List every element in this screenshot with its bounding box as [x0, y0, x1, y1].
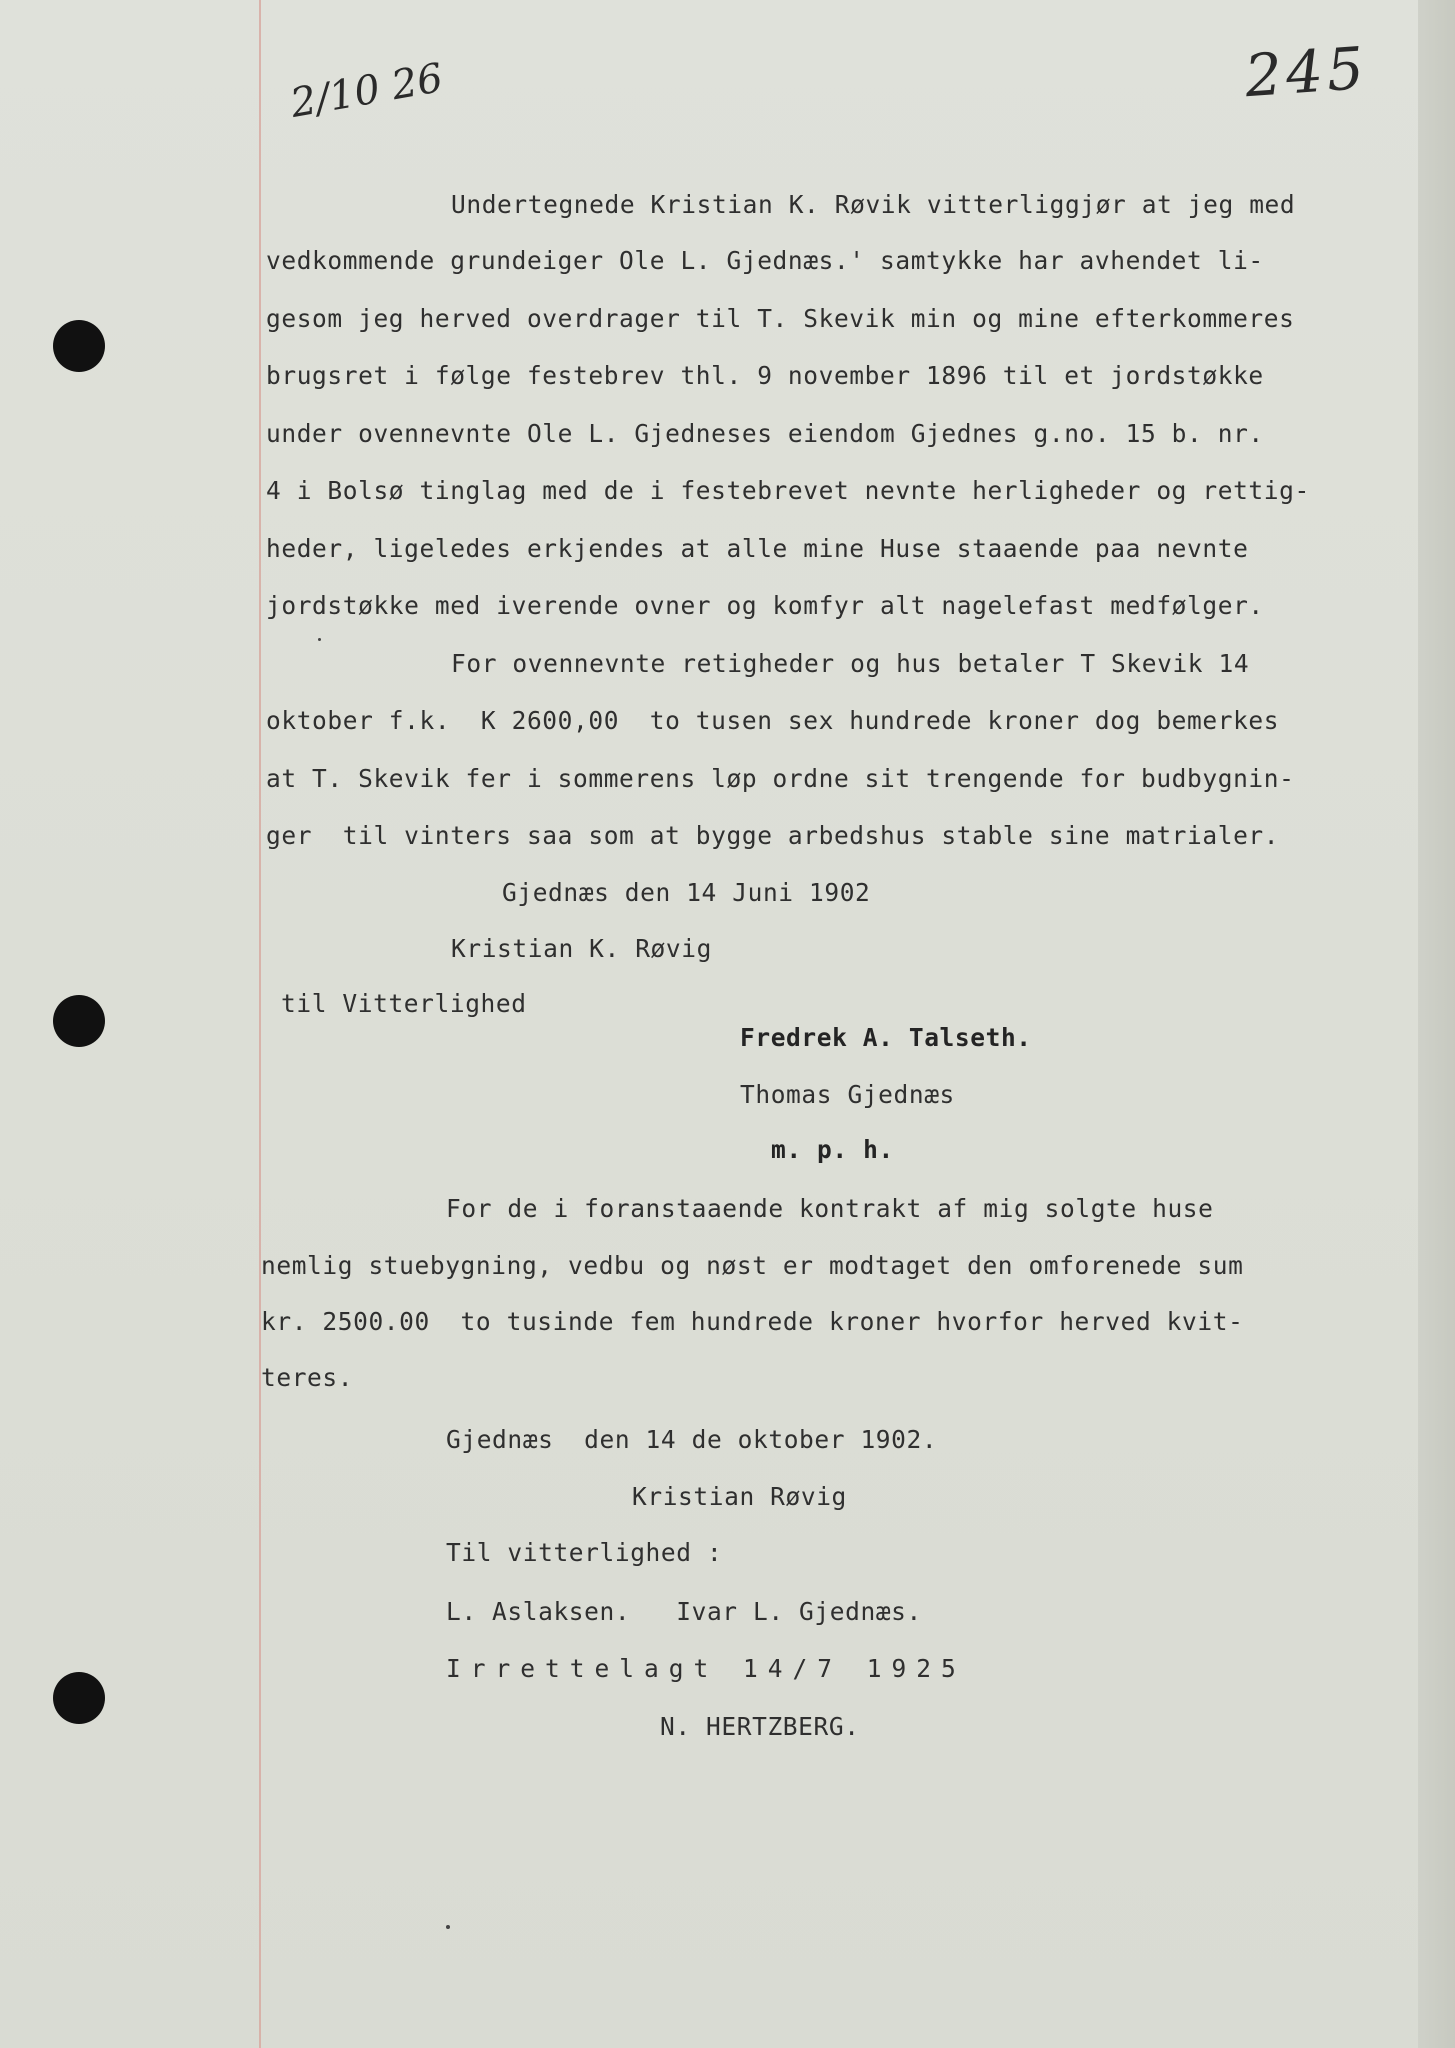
paragraph-1-line: heder, ligeledes erkjendes at alle mine Huse staaende paa nevnte [266, 534, 1249, 563]
mph-mark: m. p. h. [771, 1135, 894, 1164]
ink-speck [318, 638, 321, 641]
ink-speck [446, 1925, 450, 1929]
registration-note: Irrettelagt 14/7 1925 [446, 1654, 966, 1683]
paragraph-2-line: ger til vinters saa som at bygge arbedshus stable sine matrialer. [266, 821, 1280, 850]
registrar-name: N. HERTZBERG. [660, 1712, 860, 1741]
page-edge-shadow [1418, 0, 1455, 2048]
witness-label-2: Til vitterlighed : [446, 1538, 723, 1567]
page-number: 245 [1242, 33, 1370, 111]
paragraph-1-line: jordstøkke med iverende ovner og komfyr alt nagelefast medfølger. [266, 591, 1264, 620]
margin-line [259, 0, 261, 2048]
paragraph-3-line: kr. 2500.00 to tusinde fem hundrede kroner hvorfor herved kvit- [261, 1307, 1244, 1336]
signer-1: Kristian K. Røvig [451, 934, 712, 963]
paragraph-1-line: vedkommende grundeiger Ole L. Gjednæs.' samtykke har avhendet li- [266, 246, 1264, 275]
witness-label-1: til Vitterlighed [281, 989, 527, 1018]
paragraph-3-line: teres. [261, 1363, 354, 1392]
witness-1: Fredrek A. Talseth. [740, 1023, 1032, 1052]
paragraph-3-line: For de i foranstaaende kontrakt af mig solgte huse [446, 1194, 1214, 1223]
place-date-1: Gjednæs den 14 Juni 1902 [502, 878, 871, 907]
punch-hole-middle [53, 995, 105, 1047]
paragraph-3-line: nemlig stuebygning, vedbu og nøst er modtaget den omforenede sum [261, 1251, 1244, 1280]
paragraph-2-line: at T. Skevik fer i sommerens løp ordne sit trengende for budbygnin- [266, 764, 1295, 793]
witness-2: Thomas Gjednæs [740, 1080, 955, 1109]
paragraph-1-line: brugsret i følge festebrev thl. 9 november 1896 til et jordstøkke [266, 361, 1264, 390]
paragraph-2-line: oktober f.k. K 2600,00 to tusen sex hundrede kroner dog bemerkes [266, 706, 1280, 735]
paragraph-2-line: For ovennevnte retigheder og hus betaler T Skevik 14 [451, 649, 1250, 678]
paragraph-1-line: under ovennevnte Ole L. Gjedneses eiendom Gjednes g.no. 15 b. nr. [266, 419, 1264, 448]
paragraph-1-line: Undertegnede Kristian K. Røvik vitterliggjør at jeg med [451, 190, 1296, 219]
margin-date-note: 2/10 26 [287, 55, 447, 127]
witnesses-3: L. Aslaksen. Ivar L. Gjednæs. [446, 1597, 922, 1626]
punch-hole-top [53, 320, 105, 372]
paragraph-1-line: gesom jeg herved overdrager til T. Skevik min og mine efterkommeres [266, 304, 1295, 333]
paragraph-1-line: 4 i Bolsø tinglag med de i festebrevet nevnte herligheder og rettig- [266, 476, 1310, 505]
punch-hole-bottom [53, 1672, 105, 1724]
signer-2: Kristian Røvig [632, 1482, 847, 1511]
place-date-2: Gjednæs den 14 de oktober 1902. [446, 1425, 938, 1454]
